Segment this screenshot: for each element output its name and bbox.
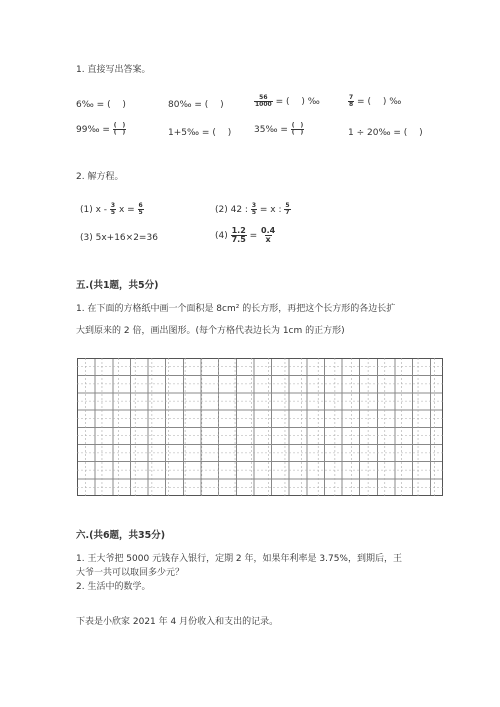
q1-item-g: 35‰ = $\frac{( )}{( )}$	[254, 122, 304, 136]
equation-1: (1) x - $\frac{3}{5}$ x = $\frac{6}{5}$	[80, 202, 143, 216]
equation-2: (2) 42 : $\frac{3}{5}$ = x : $\frac{5}{7}$	[215, 202, 290, 216]
section-6-line-1: 1. 王大爷把 5000 元钱存入银行，定期 2 年，如果年利率是 3.75%，到期后，王	[76, 554, 402, 564]
section-5-line-1: 1. 在下面的方格纸中画一个面积是 8cm² 的长方形，再把这个长方形的各边长扩	[76, 304, 396, 314]
question-2-title: 2. 解方程。	[76, 172, 124, 182]
equation-4: (4) $\frac{1.2}{7.5}$ = $\frac{0.4}{x}$	[215, 226, 276, 244]
q1-item-h: 1 ÷ 20‰ = ( )	[348, 128, 423, 138]
q1-item-a: 6‰ = ( )	[76, 100, 126, 110]
q1-item-f: 1+5‰ = ( )	[168, 128, 232, 138]
section-5-heading: 五.(共1题，共5分)	[76, 280, 159, 291]
section-5-line-2: 大到原来的 2 倍，画出图形。(每个方格代表边长为 1cm 的正方形)	[76, 326, 345, 336]
section-6-line-3: 2. 生活中的数学。	[76, 582, 151, 592]
q1-item-d: $\frac{7}{8}$ = ( ) ‰	[349, 94, 402, 108]
section-6-line-4: 下表是小欣家 2021 年 4 月份收入和支出的记录。	[76, 617, 279, 627]
equation-3: (3) 5x+16×2=36	[80, 233, 158, 243]
section-6-line-2: 大爷一共可以取回多少元？	[76, 568, 185, 578]
q1-item-e: 99‰ = $\frac{( )}{( )}$	[76, 122, 126, 136]
question-1-title: 1. 直接写出答案。	[76, 65, 151, 75]
section-6-heading: 六.(共6题，共35分)	[76, 530, 166, 541]
q1-item-b: 80‰ = ( )	[168, 100, 224, 110]
q1-item-c: $\frac{56}{1000}$ = ( ) ‰	[255, 94, 320, 108]
graph-paper-dashed-lines	[77, 358, 443, 496]
